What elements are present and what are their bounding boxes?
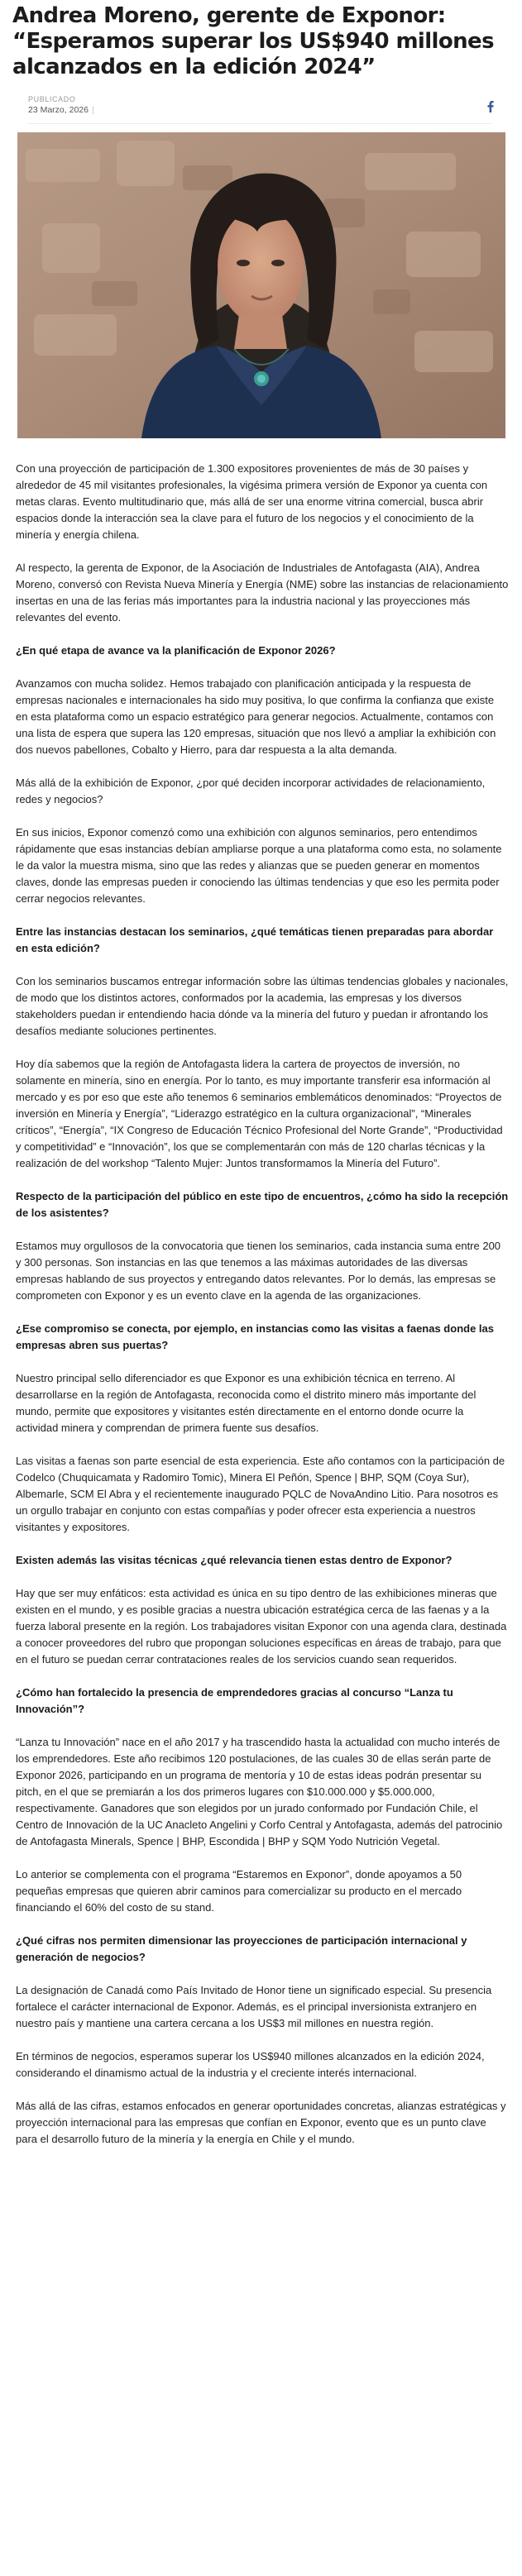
interview-question: Existen además las visitas técnicas ¿qué relevancia tienen estas dentro de Exponor?: [16, 1554, 453, 1566]
interview-question: Entre las instancias destacan los seminarios, ¿qué temáticas tienen preparadas para abordar en esta edición?: [16, 925, 494, 954]
paragraph: En sus inicios, Exponor comenzó como una exhibición con algunos seminarios, pero entendimos rápidamente que esas instancias debían ampliarse porque a una plataforma como esta, no solamente le da valor la muestra misma, sino que las redes y alianzas que se pueden generar en momentos claves, donde las empresas pueden ir conociendo las últimas tendencias y que eso les permita poder cerrar negocios relevantes.: [16, 826, 502, 905]
paragraph: La designación de Canadá como País Invitado de Honor tiene un significado especial. Su presencia fortalece el carácter internacional de Exponor. Además, es el principal inversionista extranjero en nuestro país y mantiene una cartera cercana a los US$3 mil millones en nuestra región.: [16, 1984, 492, 2029]
paragraph: En términos de negocios, esperamos superar los US$940 millones alcanzados en la edición 2024, considerando el dinamismo actual de la industria y el creciente interés internacional.: [16, 2050, 485, 2079]
interview-question: ¿En qué etapa de avance va la planificación de Exponor 2026?: [16, 644, 336, 657]
paragraph: Con una proyección de participación de 1.300 expositores provenientes de más de 30 países y alrededor de 45 mil visitantes profesionales, la vigésima primera versión de Exponor ya cuenta con metas claras. Evento multitudinario que, más allá de ser una enorme vitrina comercial, busca abrir espacios donde la interacción sea la clave para el futuro de los negocios y el conocimiento de la minería y energía chilena.: [16, 462, 488, 541]
paragraph: Con los seminarios buscamos entregar información sobre las últimas tendencias globales y nacionales, de modo que los distintos actores, conformados por la academia, las empresas y los diversos stakeholders puedan ir entendiendo hacia dónde va la minería del futuro y puedan ir afrontando los desafíos mediante soluciones pertinentes.: [16, 975, 509, 1037]
interview-question: Respecto de la participación del público en este tipo de encuentros, ¿cómo ha sido la recepción de los asistentes?: [16, 1190, 509, 1219]
paragraph: Las visitas a faenas son parte esencial de esta experiencia. Este año contamos con la participación de Codelco (Chuquicamata y Radomiro Tomic), Minera El Peñón, Spence | BHP, SQM (Coya Sur), Albemarle, SCM El Abra y el recientemente inaugurado PQLC de NovaAndino Litio. Para nosotros es un orgullo trabajar en conjunto con estas compañías y poder ofrecer esta experiencia a nuestros visitantes y expositores.: [16, 1455, 505, 1533]
article-meta: [28, 95, 491, 123]
facebook-share-button[interactable]: [485, 98, 496, 116]
article-title: Andrea Moreno, gerente de Exponor: “Esperamos superar los US$940 millones alcanzados en la edición 2024”: [12, 3, 494, 79]
paragraph: Nuestro principal sello diferenciador es que Exponor es una exhibición técnica en terreno. Al desarrollarse en la región de Antofagasta, reconocida como el distrito minero más importante del mundo, permite que expositores y visitantes estén directamente en el entorno donde ocurre la actividad minera y comprendan de primera fuente sus desafíos.: [16, 1372, 477, 1434]
interview-question: ¿Qué cifras nos permiten dimensionar las proyecciones de participación internacional y generación de negocios?: [16, 1934, 467, 1963]
article-body: [16, 461, 509, 2164]
paragraph: Más allá de las cifras, estamos enfocados en generar oportunidades concretas, alianzas estratégicas y proyección internacional para las empresas que confían en Exponor, evento que es un punto clave para el desarrollo futuro de la minería y la energía en Chile y el mundo.: [16, 2100, 506, 2145]
paragraph: Más allá de la exhibición de Exponor, ¿por qué deciden incorporar actividades de relacionamiento, redes y negocios?: [16, 777, 486, 805]
paragraph: “Lanza tu Innovación” nace en el año 2017 y ha trascendido hasta la actualidad con mucho interés de los emprendedores. Este año recibimos 120 postulaciones, de las cuales 30 de ellas serán parte de Exponor 2026, participando en un programa de mentoría y 10 de estas ideas podrán presentar su pitch, en el que se premiarán a los dos primeros lugares con $10.000.000 y $5.000.000, respectivamente. Ganadores que son elegidos por un jurado conformado por Fundación Chile, el Centro de Innovación de la UC Anacleto Angelini y Corfo Central y Antofagasta, además del patrocinio de Antofagasta Minerals, Spence | BHP, Escondida | BHP y SQM Yodo Nutrición Vegetal.: [16, 1736, 503, 1847]
publish-date-row: [28, 105, 94, 115]
paragraph: Estamos muy orgullosos de la convocatoria que tienen los seminarios, cada instancia suma entre 200 y 300 personas. Son instancias en las que tenemos a las máximas autoridades de las diversas empresas hablando de sus proyectos y entregando datos relevantes. Por lo demás, las empresas se comprometen con Exponor y es un evento clave en la agenda de las organizaciones.: [16, 1240, 501, 1302]
paragraph: Lo anterior se complementa con el programa “Estaremos en Exponor”, donde apoyamos a 50 pequeñas empresas que quieren abrir caminos para comercializar su producto en el mercado financiando el 60% del costo de su stand.: [16, 1868, 462, 1914]
meta-separator: |: [91, 105, 94, 115]
interview-question: ¿Ese compromiso se conecta, por ejemplo, en instancias como las visitas a faenas donde las empresas abren sus puertas?: [16, 1322, 494, 1351]
paragraph: Hay que ser muy enfáticos: esta actividad es única en su tipo dentro de las exhibiciones mineras que existen en el mundo, y es posible gracias a nuestra ubicación estratégica cerca de las faenas y a la fuerza laboral presente en la región. Los trabajadores visitan Exponor con una agenda clara, destinada a conocer proveedores del rubro que propongan soluciones específicas en áreas de trabajo, para que en el futuro se puedan cerrar contrataciones reales de los servicios cuando sean requeridos.: [16, 1587, 507, 1666]
portrait-illustration: [17, 132, 505, 438]
facebook-icon: [487, 101, 494, 112]
interview-question: ¿Cómo han fortalecido la presencia de emprendedores gracias al concurso “Lanza tu Innovación”?: [16, 1686, 453, 1715]
portrait-photo: [17, 132, 505, 438]
paragraph: Al respecto, la gerenta de Exponor, de la Asociación de Industriales de Antofagasta (AIA), Andrea Moreno, conversó con Revista Nueva Minería y Energía (NME) sobre las instancias de relacionamiento insertas en una de las ferias más importantes para la industria nacional y las proyecciones más relevantes del evento.: [16, 562, 509, 624]
paragraph: Avanzamos con mucha solidez. Hemos trabajado con planificación anticipada y la respuesta de empresas nacionales e internacionales ha sido muy positiva, lo que confirma la confianza que existe en esta plataforma como un espacio estratégico para generar negocios. Actualmente, contamos con una lista de espera que supera las 120 empresas, situación que nos llevó a ampliar la exhibición con dos nuevos pabellones, Cobalto y Hierro, para dar respuesta a la alta demanda.: [16, 677, 496, 756]
paragraph: Hoy día sabemos que la región de Antofagasta lidera la cartera de proyectos de inversión, no solamente en minería, sino en energía. Por lo tanto, es muy importante transferir esa información al mercado y es por eso que este año tenemos 6 seminarios emblemáticos denominados: “Proyectos de inversión en Minería y Energía”, “Liderazgo estratégico en la cultura organizacional”, “Minerales críticos”, “Energía”, “IX Congreso de Educación Técnico Profesional del Norte Grande”, “Productividad y competitividad” e “Innovación”, los que se complementarán con más de 120 charlas técnicas y la realización de del workshop “Talento Mujer: Juntos transformamos la Minería del Futuro”.: [16, 1058, 503, 1169]
meta-divider: [28, 123, 491, 124]
published-label: PUBLICADO: [28, 95, 76, 103]
publish-date: 23 Marzo, 2026: [28, 105, 89, 115]
